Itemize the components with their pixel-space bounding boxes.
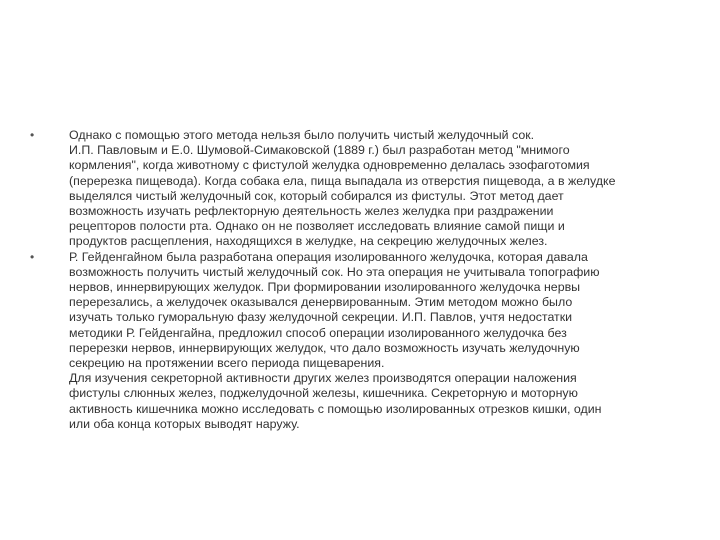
text-line: активность кишечника можно исследовать с помощью изолированных отрезков кишки, один	[69, 401, 602, 416]
text-line: Для изучения секреторной активности других желез производятся операции наложения	[69, 371, 577, 386]
text-line: возможность получить чистый желудочный сок. Но эта операция не учитывала топографию	[69, 264, 600, 279]
text-line: методики Р. Гейденгайна, предложил способ операции изолированного желудочка без	[69, 325, 567, 340]
text-line: секрецию на протяжении всего периода пищеварения.	[69, 356, 385, 371]
text-line: нервов, иннервирующих желудок. При формировании изолированного желудочка нервы	[69, 280, 581, 295]
text-line: И.П. Павловым и Е.0. Шумовой-Симаковской (1889 г.) был разработан метод "мнимого	[69, 143, 570, 158]
text-line: Однако с помощью этого метода нельзя было получить чистый желудочный сок.	[69, 128, 535, 142]
text-line: продуктов расщепления, находящихся в желудке, на секрецию желудочных желез.	[69, 234, 548, 249]
bullet-item-1	[30, 128, 680, 250]
bullet-marker-1: •	[30, 128, 35, 142]
text-line: (перерезка пищевода). Когда собака ела, пища выпадала из отверстия пищевода, а в желудке	[69, 173, 616, 188]
text-line: изучать только гуморальную фазу желудочной секреции. И.П. Павлов, учтя недостатки	[69, 310, 573, 325]
text-line: возможность изучать рефлекторную деятельность желез желудка при раздражении	[69, 204, 554, 219]
bullet-list	[30, 128, 680, 432]
text-line: кормления", когда животному с фистулой желудка одновременно делалась эзофаготомия	[69, 158, 590, 173]
bullet-marker-2: •	[30, 249, 35, 264]
bullet-item-2	[30, 250, 680, 432]
text-line: перерезались, а желудочек оказывался денервированным. Этим методом можно было	[69, 295, 573, 310]
text-line: перерезки нервов, иннервирующих желудок, что дало возможность изучать желудочную	[69, 340, 580, 355]
text-line: выделялся чистый желудочный сок, который собирался из фистулы. Этот метод дает	[69, 188, 564, 203]
text-line: рецепторов полости рта. Однако он не позволяет исследовать влияние самой пищи и	[69, 219, 565, 234]
text-line: Р. Гейденгайном была разработана операция изолированного желудочка, которая давала	[69, 249, 588, 264]
text-line: или оба конца которых выводят наружу.	[69, 416, 300, 431]
text-line: фистулы слюнных желез, поджелудочной железы, кишечника. Секреторную и моторную	[69, 386, 578, 401]
